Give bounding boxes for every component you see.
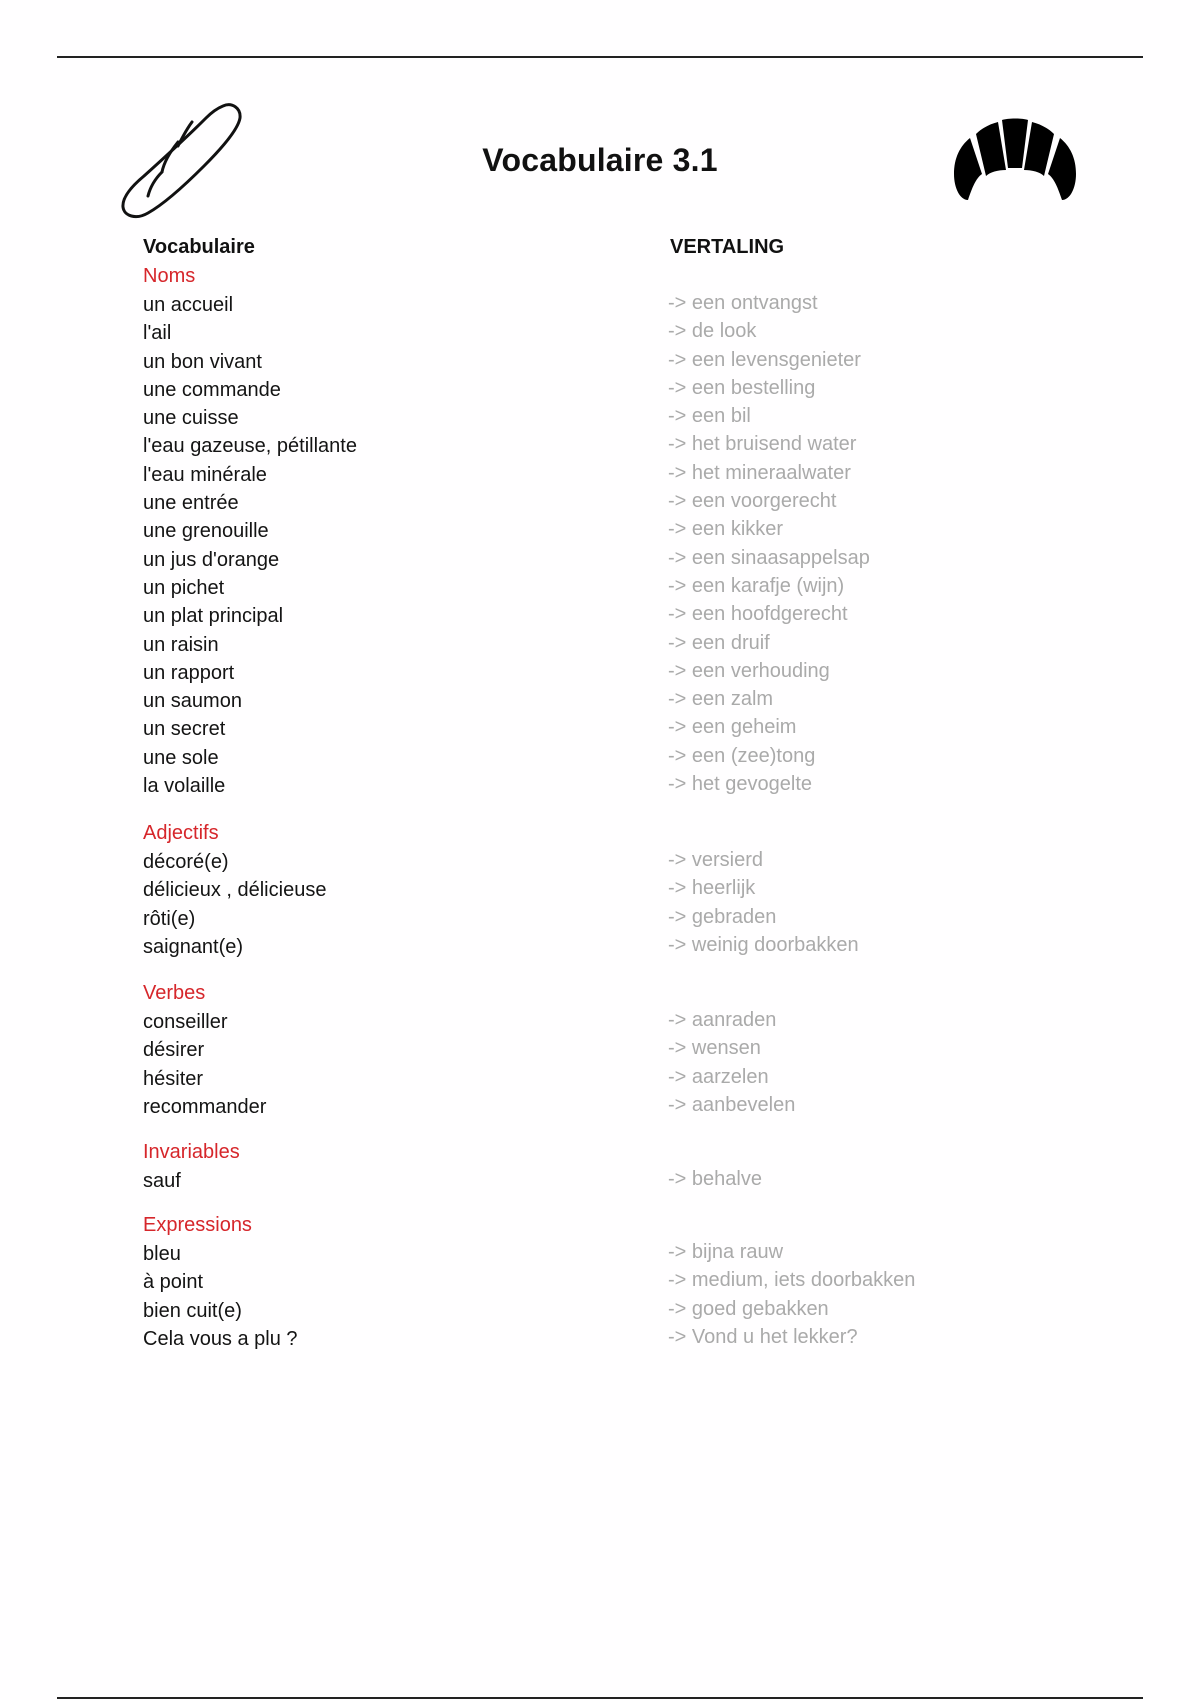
- vocab-row: [0, 461, 1200, 492]
- dutch-translation: -> Vond u het lekker?: [668, 1325, 858, 1348]
- dutch-translation: -> goed gebakken: [668, 1297, 829, 1320]
- french-word: un accueil: [143, 294, 234, 316]
- vocab-row: [0, 407, 1200, 435]
- vocab-row: [0, 851, 1200, 879]
- vocab-row: [0, 933, 1200, 964]
- dutch-translation: -> aanbevelen: [668, 1093, 796, 1116]
- french-word: Cela vous a plu ?: [143, 1327, 298, 1350]
- vocab-row: [0, 1271, 1200, 1299]
- word-list: [0, 294, 1200, 803]
- french-word: un jus d'orange: [143, 548, 280, 571]
- vocab-row: [0, 546, 1200, 577]
- dutch-translation: -> het bruisend water: [668, 433, 857, 456]
- french-word: l'eau gazeuse, pétillante: [143, 435, 357, 458]
- word-list: [0, 1243, 1200, 1356]
- french-word: un bon vivant: [143, 350, 262, 373]
- section-title: Verbes: [143, 982, 206, 1004]
- french-word: désirer: [143, 1039, 205, 1062]
- dutch-translation: -> de look: [668, 320, 757, 343]
- french-word: à point: [143, 1271, 204, 1294]
- french-word: l'eau minérale: [143, 463, 267, 486]
- dutch-translation: -> een karafje (wijn): [668, 574, 845, 597]
- dutch-translation: -> gebraden: [668, 905, 777, 928]
- dutch-translation: -> heerlijk: [668, 877, 756, 900]
- vocab-row: [0, 718, 1200, 746]
- vocab-row: [0, 659, 1200, 690]
- vocab-row: [0, 435, 1200, 463]
- french-word: l'ail: [143, 322, 172, 345]
- dutch-translation: -> bijna rauw: [668, 1241, 784, 1263]
- dutch-translation: -> behalve: [668, 1168, 762, 1190]
- vocab-row: [0, 294, 1200, 322]
- dutch-translation: -> aanraden: [668, 1009, 777, 1031]
- french-word: recommander: [143, 1095, 267, 1118]
- french-word: décoré(e): [143, 851, 229, 873]
- french-word: conseiller: [143, 1011, 228, 1033]
- page-title: Vocabulaire 3.1: [482, 142, 718, 178]
- french-word: délicieux , délicieuse: [143, 879, 327, 902]
- french-word: une entrée: [143, 492, 239, 515]
- section-title: Invariables: [143, 1141, 240, 1163]
- section-title: Adjectifs: [143, 822, 219, 844]
- french-word: sauf: [143, 1170, 181, 1192]
- dutch-translation: -> een bestelling: [668, 376, 816, 399]
- french-word: hésiter: [143, 1067, 204, 1090]
- vocab-row: [0, 744, 1200, 775]
- french-word: une sole: [143, 746, 219, 769]
- dutch-translation: -> aarzelen: [668, 1065, 769, 1088]
- vocab-row: [0, 1243, 1200, 1271]
- french-word: bien cuit(e): [143, 1299, 242, 1322]
- dutch-translation: -> medium, iets doorbakken: [668, 1269, 916, 1292]
- dutch-translation: -> een zalm: [668, 688, 774, 711]
- vocab-row: [0, 631, 1200, 662]
- vocab-row: [0, 348, 1200, 379]
- section-title: Expressions: [143, 1214, 252, 1236]
- top-rule: [57, 56, 1143, 58]
- french-word: un pichet: [143, 576, 225, 599]
- dutch-translation: -> een sinaasappelsap: [668, 546, 870, 569]
- dutch-translation: -> een bil: [668, 405, 751, 428]
- french-word: un raisin: [143, 633, 219, 656]
- dutch-translation: -> een ontvangst: [668, 292, 818, 314]
- vocabulary-header: Vocabulaire: [143, 236, 255, 258]
- french-word: un rapport: [143, 661, 235, 684]
- dutch-translation: -> weinig doorbakken: [668, 933, 859, 956]
- word-list: [0, 851, 1200, 964]
- vocab-row: [0, 775, 1200, 803]
- dutch-translation: -> versierd: [668, 849, 764, 871]
- french-word: saignant(e): [143, 935, 244, 958]
- dutch-translation: -> een druif: [668, 631, 770, 654]
- dutch-translation: -> het mineraalwater: [668, 461, 851, 484]
- vocab-row: [0, 879, 1200, 907]
- vocab-row: [0, 1093, 1200, 1124]
- word-list: [0, 1011, 1200, 1124]
- french-word: la volaille: [143, 775, 226, 798]
- vocab-row: [0, 1065, 1200, 1096]
- dutch-translation: -> een geheim: [668, 716, 797, 739]
- bottom-rule: [57, 1697, 1143, 1699]
- dutch-translation: -> een kikker: [668, 518, 784, 541]
- dutch-translation: -> een (zee)tong: [668, 744, 816, 767]
- dutch-translation: -> een verhouding: [668, 659, 830, 682]
- french-word: une cuisse: [143, 407, 239, 430]
- french-word: une commande: [143, 378, 281, 401]
- vocab-row: [0, 905, 1200, 936]
- french-word: rôti(e): [143, 907, 196, 930]
- section-title: Noms: [143, 265, 196, 287]
- dutch-translation: -> het gevogelte: [668, 773, 812, 796]
- translation-header: VERTALING: [670, 236, 785, 258]
- vocab-row: [0, 605, 1200, 633]
- vocab-row: [0, 1325, 1200, 1356]
- dutch-translation: -> een voorgerecht: [668, 490, 837, 513]
- dutch-translation: -> een levensgenieter: [668, 348, 861, 371]
- dutch-translation: -> wensen: [668, 1037, 761, 1060]
- vocab-row: [0, 1039, 1200, 1067]
- vocab-row: [0, 574, 1200, 605]
- french-word: un saumon: [143, 690, 242, 713]
- word-list: [0, 1170, 1200, 1198]
- vocab-row: [0, 376, 1200, 407]
- vocab-row: [0, 322, 1200, 350]
- vocab-row: [0, 520, 1200, 548]
- french-word: bleu: [143, 1243, 181, 1265]
- dutch-translation: -> een hoofdgerecht: [668, 603, 848, 626]
- vocab-row: [0, 492, 1200, 520]
- french-word: une grenouille: [143, 520, 269, 543]
- vocab-row: [0, 1011, 1200, 1039]
- french-word: un plat principal: [143, 605, 284, 628]
- vocab-row: [0, 690, 1200, 718]
- vocab-row: [0, 1297, 1200, 1328]
- french-word: un secret: [143, 718, 226, 741]
- vocab-row: [0, 1170, 1200, 1198]
